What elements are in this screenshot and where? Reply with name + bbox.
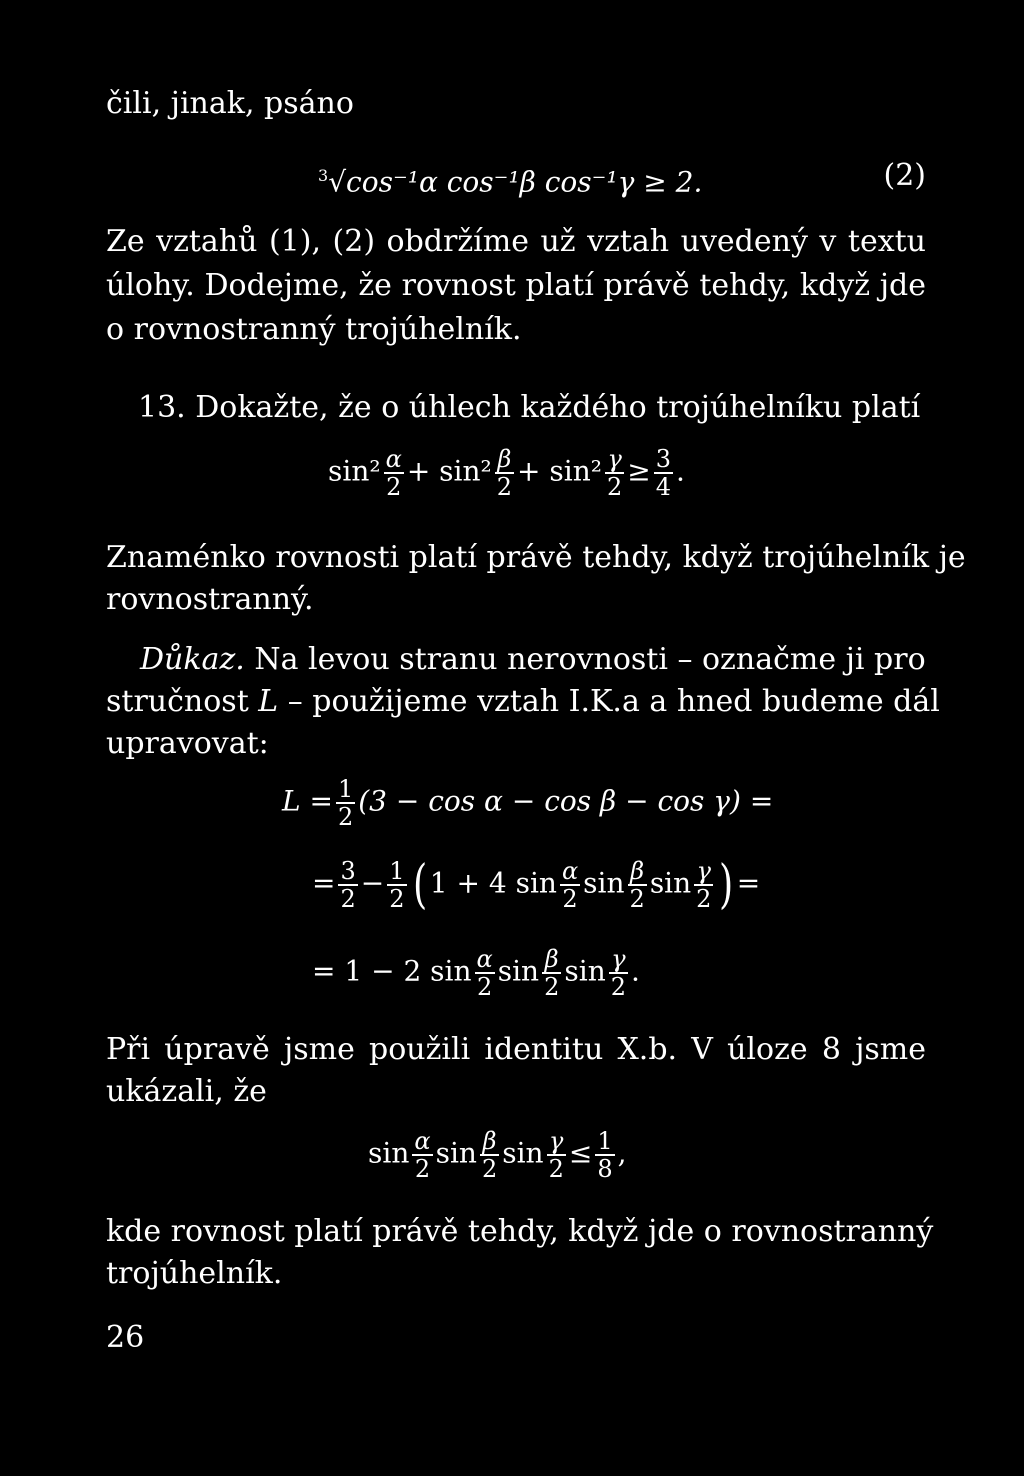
numerator: β <box>480 1128 499 1156</box>
numerator: γ <box>605 446 624 474</box>
denominator: 4 <box>655 473 672 501</box>
fraction <box>694 858 713 912</box>
denominator: 2 <box>340 885 356 913</box>
numerator: γ <box>609 946 628 974</box>
fraction <box>338 858 357 912</box>
left-paren: ( <box>412 855 427 915</box>
fraction <box>560 858 580 912</box>
right-paren: ) <box>719 855 734 915</box>
plus-sin-squared: + sin² <box>517 454 602 488</box>
denominator: 2 <box>562 885 578 913</box>
fraction <box>475 946 495 1000</box>
numerator: α <box>561 857 579 885</box>
denominator: 8 <box>597 1155 613 1183</box>
equation-number: (2) <box>883 158 926 193</box>
proof-text: stručnost <box>106 684 249 719</box>
denominator: 2 <box>476 973 493 1001</box>
text-line: o rovnostranný trojúhelník. <box>106 312 522 347</box>
text-line: úlohy. Dodejme, že rovnost platí právě tehdy, když jde <box>106 268 926 303</box>
numerator: 1 <box>389 857 405 885</box>
radical-index: 3 <box>318 166 329 185</box>
proof-label: Důkaz. <box>140 642 245 677</box>
derivation-line-3 <box>312 946 640 1000</box>
sin: sin <box>502 1136 544 1170</box>
inequality-13 <box>328 446 685 500</box>
proof-line <box>106 640 926 680</box>
fraction <box>609 946 628 1000</box>
minus-sign: − <box>360 866 385 900</box>
numerator: 1 <box>597 1127 613 1155</box>
numerator: α <box>414 1127 431 1155</box>
period: . <box>631 954 640 988</box>
numerator: β <box>495 446 514 474</box>
denominator: 2 <box>496 473 513 501</box>
denominator: 2 <box>389 885 405 913</box>
denominator: 2 <box>607 473 623 501</box>
denominator: 2 <box>386 473 402 501</box>
denominator: 2 <box>414 1155 431 1183</box>
text-line: upravovat: <box>106 726 269 761</box>
numerator: γ <box>694 858 713 886</box>
text-line: Při úpravě jsme použili identitu X.b. V úloze 8 jsme <box>106 1032 926 1067</box>
numerator: 3 <box>340 857 356 885</box>
task-heading: 13. Dokažte, že o úhlech každého trojúhelníku platí <box>138 390 921 425</box>
proof-line <box>106 682 940 722</box>
equation-body: cos⁻¹α cos⁻¹β cos⁻¹γ ≥ 2. <box>346 165 703 199</box>
fraction <box>384 446 404 500</box>
text-line: čili, jinak, psáno <box>106 86 354 121</box>
numerator: γ <box>547 1128 566 1156</box>
expression: (3 − cos α − cos β − cos γ) = <box>358 784 774 818</box>
text-line: ukázali, že <box>106 1074 267 1109</box>
sin: sin <box>564 954 606 988</box>
equals-sign: = <box>309 784 333 818</box>
fraction <box>336 776 355 830</box>
sin: sin <box>497 954 540 988</box>
fraction <box>605 446 624 500</box>
plus-sin-squared: + sin² <box>406 454 492 488</box>
sin: sin <box>583 866 625 900</box>
fraction <box>595 1128 614 1182</box>
fraction <box>387 858 406 912</box>
numerator: 3 <box>655 445 672 473</box>
text-line: Znaménko rovnosti platí právě tehdy, když trojúhelník je <box>106 540 966 575</box>
le-sign: ≤ <box>568 1136 593 1170</box>
period: . <box>676 454 685 488</box>
comma: , <box>617 1136 627 1170</box>
equals-sign: = <box>736 866 761 900</box>
equals-sign: = <box>312 866 336 900</box>
equation-2 <box>318 160 702 198</box>
sin: sin <box>435 1136 477 1170</box>
derivation-line-1 <box>282 776 773 830</box>
fraction <box>547 1128 566 1182</box>
denominator: 2 <box>544 973 560 1001</box>
numerator: 1 <box>337 775 354 803</box>
fraction <box>412 1128 432 1182</box>
fraction <box>542 946 561 1000</box>
radical-sign: √ <box>328 165 347 199</box>
denominator: 2 <box>337 803 354 831</box>
text-line: rovnostranný. <box>106 582 314 617</box>
derivation-line-2 <box>312 855 761 915</box>
denominator: 2 <box>610 973 627 1001</box>
denominator: 2 <box>696 885 712 913</box>
fraction <box>480 1128 499 1182</box>
proof-text: Na levou stranu nerovnosti – označme ji pro <box>254 642 926 677</box>
numerator: α <box>385 445 402 473</box>
fraction <box>495 446 514 500</box>
numerator: α <box>476 945 493 973</box>
denominator: 2 <box>629 885 645 913</box>
sin-squared: sin² <box>328 454 381 488</box>
numerator: β <box>628 858 647 886</box>
numerator: β <box>542 946 561 974</box>
text-line: kde rovnost platí právě tehdy, když jde o rovnostranný <box>106 1214 934 1249</box>
expression: 1 + 4 sin <box>429 866 557 900</box>
fraction <box>654 446 673 500</box>
inequality-final <box>368 1128 627 1182</box>
fraction <box>628 858 647 912</box>
denominator: 2 <box>548 1155 564 1183</box>
text-line: trojúhelník. <box>106 1256 283 1291</box>
symbol-L: L <box>258 684 279 719</box>
symbol-L: L <box>282 784 301 818</box>
ge-sign: ≥ <box>627 454 651 488</box>
text-line: Ze vztahů (1), (2) obdržíme už vztah uvedený v textu <box>106 224 926 259</box>
sin: sin <box>368 1136 410 1170</box>
proof-text: – použijeme vztah I.K.a a hned budeme dál <box>287 684 940 719</box>
denominator: 2 <box>481 1155 498 1183</box>
page-number: 26 <box>106 1320 145 1355</box>
expression: = 1 − 2 sin <box>312 954 472 988</box>
sin: sin <box>649 866 692 900</box>
